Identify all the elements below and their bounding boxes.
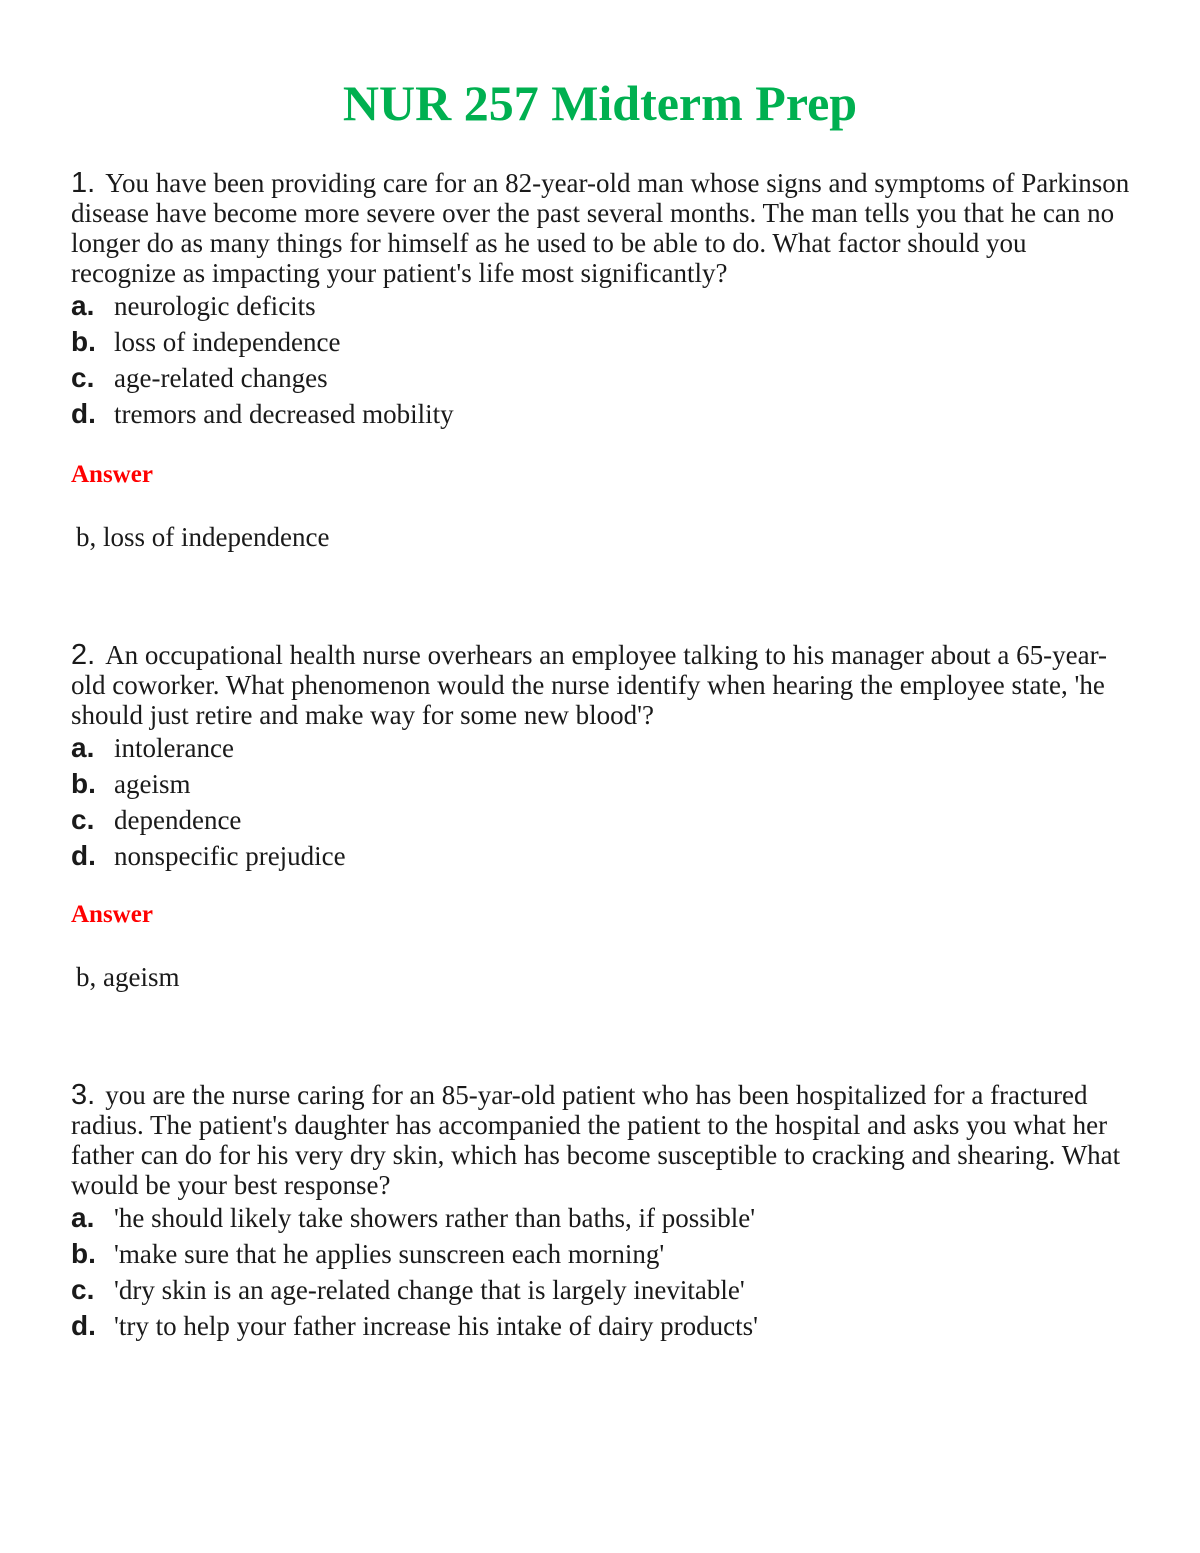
option-a bbox=[71, 1200, 1131, 1236]
question-number: 3. bbox=[71, 1079, 96, 1111]
option-text: neurologic deficits bbox=[114, 291, 316, 321]
option-letter: d. bbox=[71, 840, 96, 871]
answer-label-1: Answer bbox=[71, 461, 153, 488]
option-a bbox=[71, 288, 1131, 324]
option-a bbox=[71, 730, 1131, 766]
question-text bbox=[71, 168, 1131, 288]
question-body: An occupational health nurse overhears an employee talking to his manager about a 65-year-old coworker. What phenomenon would the nurse identify when hearing the employee state, 'he should just retire and make way for some new blood'? bbox=[71, 640, 1108, 730]
option-b bbox=[71, 324, 1131, 360]
option-list bbox=[71, 730, 1131, 874]
question-3 bbox=[71, 1080, 1131, 1344]
option-list bbox=[71, 288, 1131, 432]
option-letter: c. bbox=[71, 362, 95, 393]
option-c bbox=[71, 1272, 1131, 1308]
answer-text-2: b, ageism bbox=[76, 962, 180, 992]
question-body: you are the nurse caring for an 85-yar-old patient who has been hospitalized for a fractured radius. The patient's daughter has accompanied the patient to the hospital and asks you what her father can do for his very dry skin, which has become susceptible to cracking and shearing. What would be your best response? bbox=[71, 1080, 1121, 1200]
question-number: 2. bbox=[71, 639, 96, 671]
option-letter: b. bbox=[71, 326, 96, 357]
option-letter: a. bbox=[71, 290, 95, 321]
option-text: 'dry skin is an age-related change that is largely inevitable' bbox=[114, 1275, 745, 1305]
option-list bbox=[71, 1200, 1131, 1344]
option-text: age-related changes bbox=[114, 363, 328, 393]
option-d bbox=[71, 838, 1131, 874]
answer-label-2: Answer bbox=[71, 901, 153, 928]
question-body: You have been providing care for an 82-year-old man whose signs and symptoms of Parkinson disease have become more severe over the past several months. The man tells you that he can no longer do as many things for himself as he used to be able to do. What factor should you recognize as impacting your patient's life most significantly? bbox=[71, 168, 1130, 288]
option-text: 'try to help your father increase his intake of dairy products' bbox=[114, 1311, 759, 1341]
question-text bbox=[71, 640, 1131, 730]
question-number: 1. bbox=[71, 167, 96, 199]
option-text: intolerance bbox=[114, 733, 234, 763]
option-letter: a. bbox=[71, 1202, 95, 1233]
option-letter: c. bbox=[71, 1274, 95, 1305]
option-text: tremors and decreased mobility bbox=[114, 399, 454, 429]
option-text: dependence bbox=[114, 805, 242, 835]
option-text: ageism bbox=[114, 769, 191, 799]
option-b bbox=[71, 766, 1131, 802]
option-letter: d. bbox=[71, 398, 96, 429]
option-letter: c. bbox=[71, 804, 95, 835]
option-letter: b. bbox=[71, 1238, 96, 1269]
option-c bbox=[71, 802, 1131, 838]
option-c bbox=[71, 360, 1131, 396]
option-letter: d. bbox=[71, 1310, 96, 1341]
option-text: 'he should likely take showers rather than baths, if possible' bbox=[114, 1203, 756, 1233]
option-text: nonspecific prejudice bbox=[114, 841, 346, 871]
question-1 bbox=[71, 168, 1131, 432]
option-letter: b. bbox=[71, 768, 96, 799]
question-2 bbox=[71, 640, 1131, 874]
option-d bbox=[71, 396, 1131, 432]
option-d bbox=[71, 1308, 1131, 1344]
option-b bbox=[71, 1236, 1131, 1272]
option-text: 'make sure that he applies sunscreen each morning' bbox=[114, 1239, 665, 1269]
question-text bbox=[71, 1080, 1131, 1200]
answer-text-1: b, loss of independence bbox=[76, 522, 330, 552]
page-title: NUR 257 Midterm Prep bbox=[342, 75, 858, 131]
option-letter: a. bbox=[71, 732, 95, 763]
option-text: loss of independence bbox=[114, 327, 341, 357]
